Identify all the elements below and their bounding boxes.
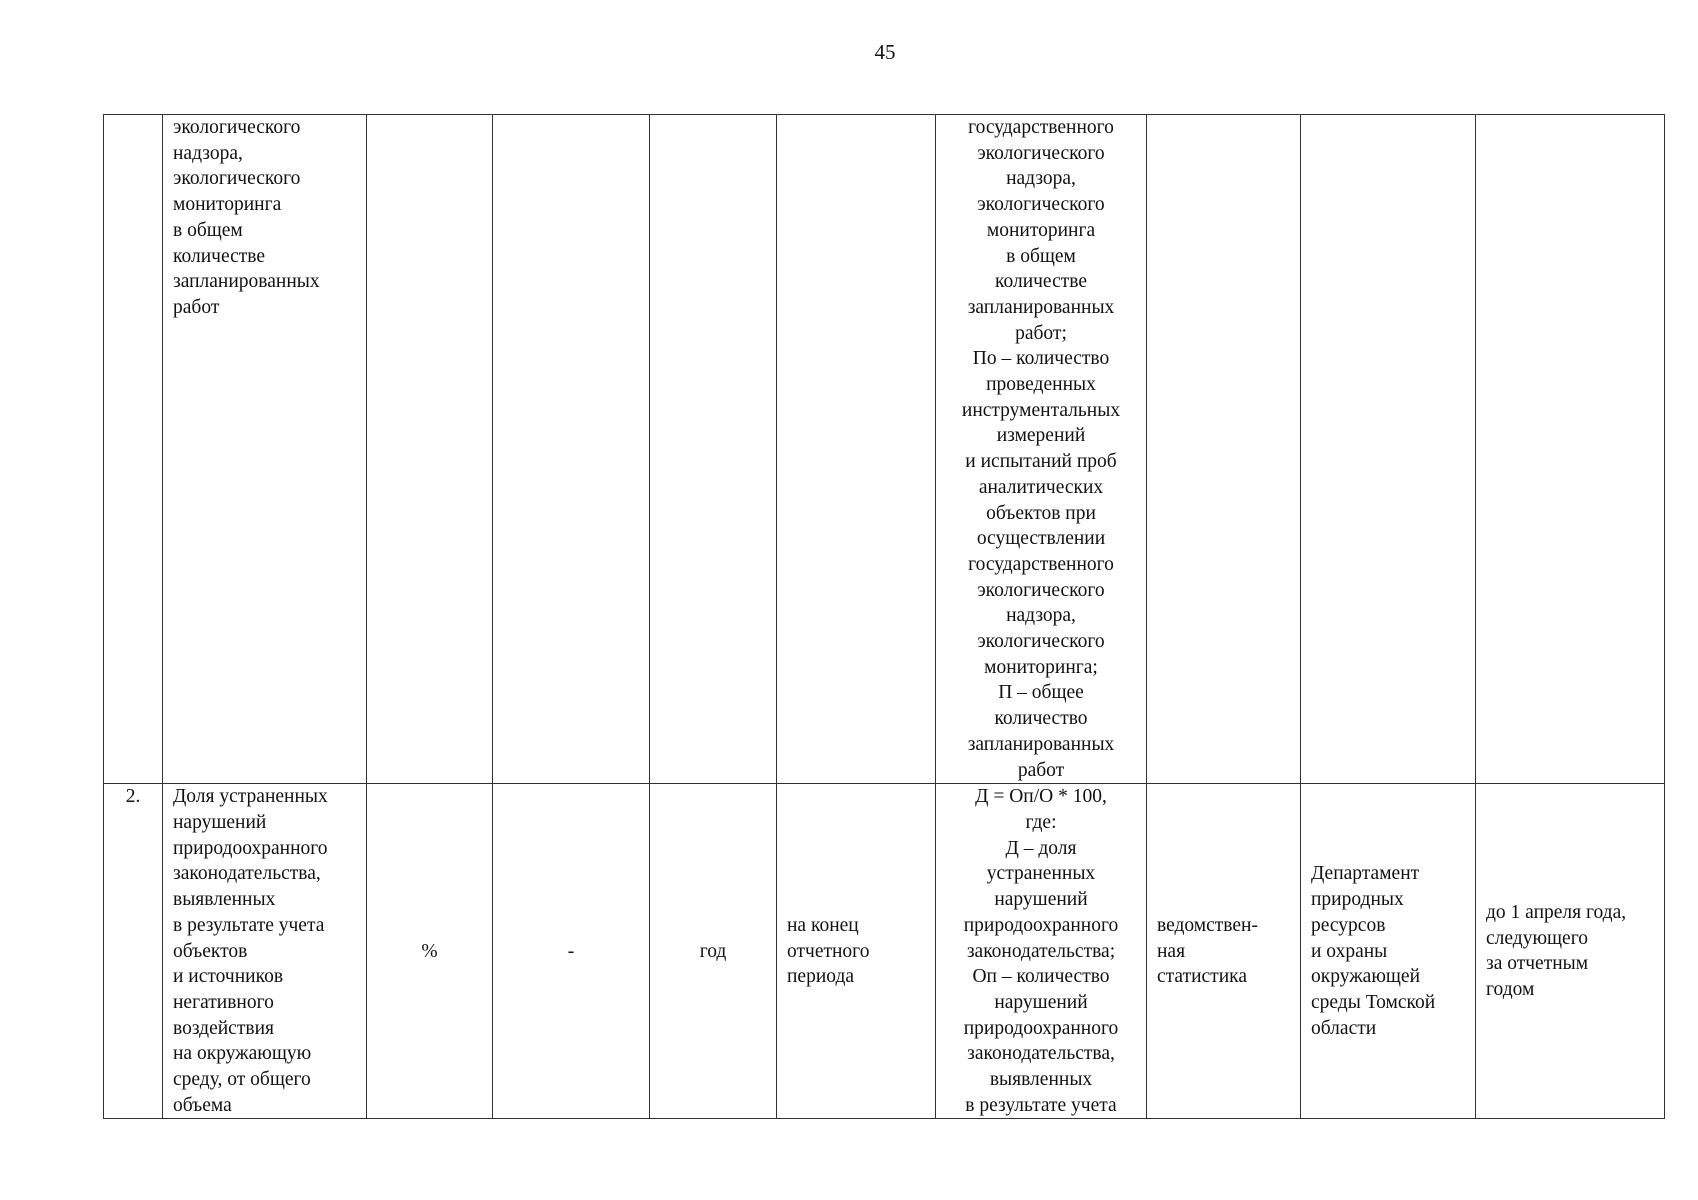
formula-line: запланированных [967,296,1115,318]
formula-line: где: [1025,811,1057,833]
indicator-name-line: природоохранного [173,837,328,859]
indicator-name-line: запланированных [173,271,320,293]
formula-line: выявленных [989,1069,1093,1091]
data-source-line: статистика [1157,966,1247,988]
indicator-value: - [567,940,575,962]
formula-line: в общем [1006,245,1076,267]
responsible-line: и охраны [1311,940,1388,962]
deadline-line: следующего [1486,927,1588,949]
indicator-name-line: мониторинга [173,194,282,216]
indicator-name-line: работ [173,296,220,318]
formula-line: нарушений [994,889,1088,911]
data-source-line: ведомствен- [1157,914,1258,936]
indicator-name-line: выявленных [173,889,276,911]
responsible-line: Департамент [1311,863,1420,885]
formula-line: экологического [977,142,1105,164]
unit-value: % [421,940,438,962]
formula-line: законодательства, [967,1043,1115,1065]
indicator-name-line: экологического [173,117,301,138]
indicator-name-line: воздействия [173,1017,274,1039]
responsible-line: окружающей [1311,966,1421,988]
formula-line: экологического [977,194,1105,216]
deadline-line: за отчетным [1486,953,1589,975]
responsible-line: природных [1311,889,1404,911]
formula-line: количестве [994,271,1087,293]
responsible-line: области [1311,1017,1377,1039]
formula-line: объектов при [986,502,1096,524]
formula-line: работ [1017,759,1065,781]
formula-line: мониторинга; [984,656,1098,678]
periodicity-value: год [699,940,727,962]
indicator-name-line: объектов [173,940,248,962]
formula-line: инструментальных [961,399,1121,421]
data-source-line: ная [1157,940,1186,962]
formula-line: запланированных [967,733,1115,755]
deadline-line: годом [1486,979,1535,1001]
indicator-name-line: в общем [173,219,243,241]
unit-cell [367,784,493,1119]
formula-line: природоохранного [963,914,1119,936]
value-cell [493,115,650,784]
formula-line: и испытаний проб [965,451,1117,473]
deadline-cell [1476,115,1665,784]
formula-line: экологического [977,631,1105,653]
indicator-name-cell [163,115,367,784]
time-characteristic-cell [777,115,936,784]
indicator-name-line: объема [173,1094,232,1116]
formula-line: измерений [996,425,1086,447]
time-characteristic-line: на конец [787,914,859,936]
row-number-cell [104,784,163,1119]
indicator-name-line: количестве [173,245,266,267]
formula-line: законодательства; [966,940,1116,962]
table-row [104,115,1665,784]
formula-line: надзора, [1006,168,1076,190]
formula-line: Д – доля [1005,837,1077,859]
formula-line: Оп – количество [972,966,1110,988]
formula-line: экологического [977,579,1105,601]
indicator-name-line: экологического [173,168,301,190]
formula-line: государственного [968,117,1114,138]
row-number-cell [104,115,163,784]
responsible-cell [1301,784,1476,1119]
formula-cell [936,784,1147,1119]
value-cell [493,784,650,1119]
unit-cell [367,115,493,784]
responsible-cell [1301,115,1476,784]
formula-line: природоохранного [963,1017,1119,1039]
table-row [104,784,1665,1119]
formula-line: П – общее [998,682,1084,704]
indicator-name-line: на окружающую [173,1043,312,1065]
formula-line: устраненных [986,863,1096,885]
formula-line: осуществлении [976,528,1106,550]
data-source-cell [1147,115,1301,784]
deadline-line: до 1 апреля года, [1486,901,1627,923]
indicator-name-line: законодательства, [173,863,321,885]
time-characteristic-line: периода [787,966,855,988]
formula-line: аналитических [978,476,1104,498]
time-characteristic-line: отчетного [787,940,870,962]
periodicity-cell [650,784,777,1119]
formula-line: надзора, [1006,605,1076,627]
indicator-name-line: Доля устраненных [173,786,328,808]
formula-line: мониторинга [986,219,1096,241]
responsible-line: среды Томской [1311,991,1436,1013]
row-number: 2. [125,786,141,808]
formula-line: проведенных [986,374,1096,396]
indicator-name-line: в результате учета [173,914,325,936]
formula-line: количество [994,708,1088,730]
formula-cell [936,115,1147,784]
time-characteristic-cell [777,784,936,1119]
indicator-name-line: негативного [173,991,274,1013]
formula-line: государственного [968,553,1114,575]
indicator-name-line: надзора, [173,142,243,164]
indicators-table [103,114,1665,1119]
data-source-cell [1147,784,1301,1119]
formula-line: Д = Оп/О * 100, [975,786,1107,808]
indicator-name-cell [163,784,367,1119]
indicator-name-line: нарушений [173,811,267,833]
periodicity-cell [650,115,777,784]
indicator-name-line: среду, от общего [173,1069,311,1091]
indicator-name-line: и источников [173,966,284,988]
formula-line: нарушений [994,991,1088,1013]
formula-line: работ; [1015,322,1067,344]
responsible-line: ресурсов [1311,914,1386,936]
deadline-cell [1476,784,1665,1119]
formula-line: По – количество [972,348,1110,370]
page-number: 45 [874,40,896,64]
formula-line: в результате учета [965,1094,1117,1116]
